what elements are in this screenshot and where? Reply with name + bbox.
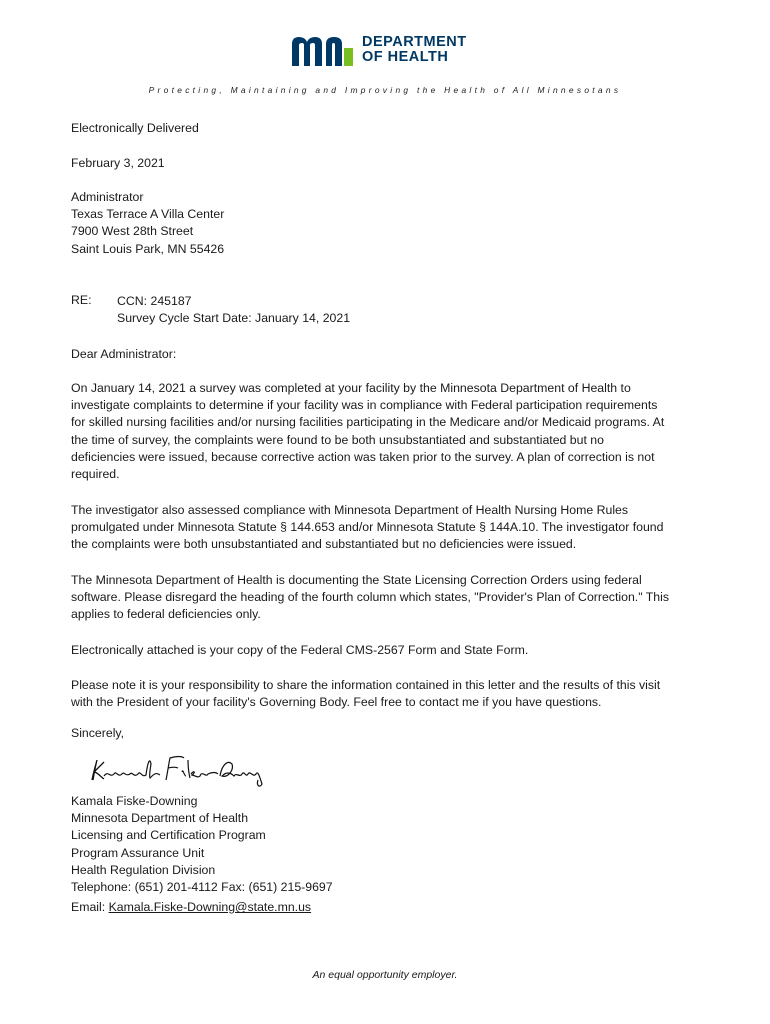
signature-image bbox=[88, 750, 268, 790]
recipient-city: Saint Louis Park, MN 55426 bbox=[71, 241, 225, 256]
re-block bbox=[117, 293, 350, 327]
sender-program: Licensing and Certification Program bbox=[71, 828, 266, 843]
paragraph-line: On January 14, 2021 a survey was completed at your facility by the Minnesota Department of Health to bbox=[71, 381, 631, 395]
email-label: Email: bbox=[71, 900, 109, 915]
mdh-logo bbox=[290, 34, 490, 68]
mn-logo-mark-icon bbox=[290, 34, 356, 68]
sender-org: Minnesota Department of Health bbox=[71, 811, 249, 826]
paragraph-line: deficiencies were issued, because corrective action was taken prior to the survey. A plan of correction is not bbox=[71, 449, 655, 464]
sender-division: Health Regulation Division bbox=[71, 862, 216, 877]
email-link[interactable]: Kamala.Fiske-Downing@state.mn.us bbox=[108, 900, 312, 915]
paragraph-line: promulgated under Minnesota Statute § 144.653 and/or Minnesota Statute § 144A.10. The investigator found bbox=[71, 520, 664, 535]
paragraph-line: The investigator also assessed compliance with Minnesota Department of Health Nursing Home Rules bbox=[71, 503, 629, 517]
paragraph-line: the complaints were both unsubstantiated and substantiated but no deficiencies were issued. bbox=[71, 537, 577, 552]
sender-name: Kamala Fiske-Downing bbox=[71, 794, 198, 808]
paragraph-line: applies to federal deficiencies only. bbox=[71, 607, 261, 622]
salutation: Dear Administrator: bbox=[71, 347, 177, 361]
paragraph-1 bbox=[71, 380, 701, 483]
re-ccn: CCN: 245187 bbox=[117, 294, 192, 308]
re-survey-date: Survey Cycle Start Date: January 14, 2021 bbox=[117, 311, 351, 326]
recipient-title: Administrator bbox=[71, 190, 144, 204]
recipient-street: 7900 West 28th Street bbox=[71, 224, 194, 239]
paragraph-line: required. bbox=[71, 467, 120, 482]
paragraph-3 bbox=[71, 572, 701, 624]
paragraph-4: Electronically attached is your copy of the Federal CMS-2567 Form and State Form. bbox=[71, 643, 529, 657]
tagline: Protecting, Maintaining and Improving the Health of All Minnesotans bbox=[148, 85, 622, 95]
recipient-facility: Texas Terrace A Villa Center bbox=[71, 207, 225, 222]
paragraph-line: software. Please disregard the heading of the fourth column which states, "Provider's Plan of Correction." This bbox=[71, 590, 669, 605]
sender-email-line bbox=[71, 899, 701, 916]
paragraph-line: the time of survey, the complaints were found to be both unsubstantiated and substantiated but no bbox=[71, 432, 604, 447]
logo-line2: OF HEALTH bbox=[362, 49, 449, 65]
paragraph-2 bbox=[71, 502, 701, 554]
sender-unit: Program Assurance Unit bbox=[71, 845, 205, 860]
closing: Sincerely, bbox=[71, 726, 125, 740]
sender-block bbox=[71, 793, 701, 916]
delivery-method: Electronically Delivered bbox=[71, 121, 199, 135]
re-label: RE: bbox=[71, 293, 92, 307]
logo-wordmark bbox=[362, 35, 467, 65]
recipient-address bbox=[71, 189, 701, 258]
footer-text: An equal opportunity employer. bbox=[312, 969, 458, 981]
logo-line1: DEPARTMENT bbox=[362, 34, 467, 50]
sender-phone: Telephone: (651) 201-4112 Fax: (651) 215-9697 bbox=[71, 880, 333, 895]
paragraph-5 bbox=[71, 677, 701, 711]
letter-date: February 3, 2021 bbox=[71, 156, 165, 170]
paragraph-line: with the President of your facility's Governing Body. Feel free to contact me if you have questions. bbox=[71, 695, 602, 710]
paragraph-line: The Minnesota Department of Health is documenting the State Licensing Correction Orders using federal bbox=[71, 573, 642, 587]
paragraph-line: for skilled nursing facilities and/or nursing facilities participating in the Medicare and/or Medicaid programs. At bbox=[71, 415, 665, 430]
paragraph-line: investigate complaints to determine if your facility was in compliance with Federal participation requirements bbox=[71, 398, 658, 413]
paragraph-line: Please note it is your responsibility to share the information contained in this letter and the results of this visit bbox=[71, 678, 661, 692]
